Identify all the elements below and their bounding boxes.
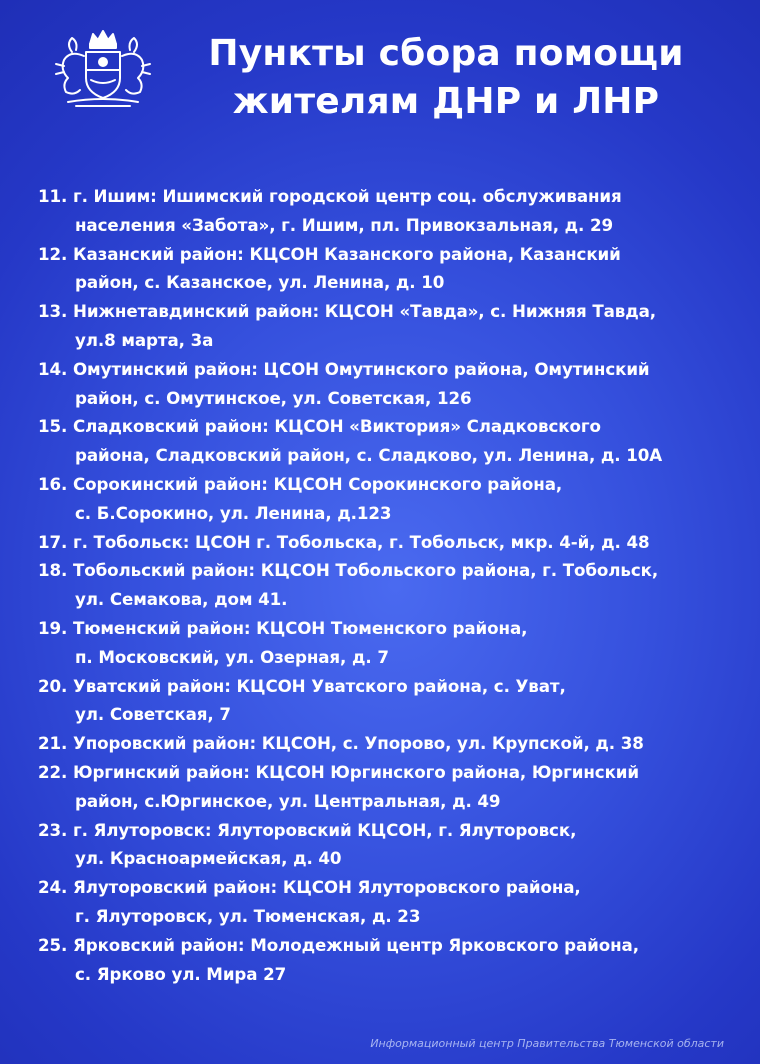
list-item xyxy=(38,528,738,557)
list-item xyxy=(38,412,738,470)
page-title-line-1: Пункты сбора помощи xyxy=(208,33,684,74)
list-item xyxy=(38,470,738,528)
list-item xyxy=(38,672,738,730)
page-title-line-2: жителям ДНР и ЛНР xyxy=(232,81,660,122)
list-item-line-2: с. Б.Сорокино, ул. Ленина, д.123 xyxy=(75,502,392,523)
list-item xyxy=(38,182,738,240)
list-item-line-1: 11. г. Ишим: Ишимский городской центр соц. обслуживания xyxy=(38,186,622,206)
list-item-line-2: района, Сладковский район, с. Сладково, ул. Ленина, д. 10А xyxy=(75,445,663,466)
list-item-line-2: ул.8 марта, 3а xyxy=(75,329,214,350)
collection-points-list xyxy=(38,182,738,988)
list-item-line-1: 16. Сорокинский район: КЦСОН Сорокинского района, xyxy=(38,473,563,494)
list-item-line-2: ул. Красноармейская, д. 40 xyxy=(75,848,342,869)
list-item-line-1: 14. Омутинский район: ЦСОН Омутинского района, Омутинский xyxy=(38,358,650,379)
list-item xyxy=(38,240,738,298)
list-item-line-1: 15. Сладковский район: КЦСОН «Виктория» Сладковского xyxy=(38,416,601,437)
list-item-line-2: населения «Забота», г. Ишим, пл. Привокзальная, д. 29 xyxy=(75,214,613,235)
list-item-line-1: 12. Казанский район: КЦСОН Казанского района, Казанский xyxy=(38,243,621,264)
list-item-line-1: 21. Упоровский район: КЦСОН, с. Упорово, ул. Крупской, д. 38 xyxy=(38,733,644,754)
list-item xyxy=(38,614,738,672)
list-item-line-2: ул. Семакова, дом 41. xyxy=(75,589,288,610)
list-item-line-2: п. Московский, ул. Озерная, д. 7 xyxy=(75,646,389,667)
list-item-line-2: район, с. Омутинское, ул. Советская, 126 xyxy=(75,387,472,408)
list-item-line-1: 24. Ялуторовский район: КЦСОН Ялуторовского района, xyxy=(38,877,581,898)
list-item-line-1: 13. Нижнетавдинский район: КЦСОН «Тавда», с. Нижняя Тавда, xyxy=(38,301,657,322)
list-item xyxy=(38,873,738,931)
list-item-line-2: г. Ялуторовск, ул. Тюменская, д. 23 xyxy=(75,905,421,926)
list-item xyxy=(38,758,738,816)
footer-credit: Информационный центр Правительства Тюменской области xyxy=(370,1037,724,1050)
list-item xyxy=(38,355,738,413)
list-item-line-1: 17. г. Тобольск: ЦСОН г. Тобольска, г. Тобольск, мкр. 4-й, д. 48 xyxy=(38,531,650,552)
tyumen-coat-of-arms-icon xyxy=(50,26,156,108)
list-item-line-2: с. Ярково ул. Мира 27 xyxy=(75,963,287,984)
list-item-line-2: район, с. Казанское, ул. Ленина, д. 10 xyxy=(75,272,445,293)
list-item xyxy=(38,931,738,989)
list-item-line-1: 22. Юргинский район: КЦСОН Юргинского района, Юргинский xyxy=(38,761,639,782)
list-item-line-1: 25. Ярковский район: Молодежный центр Ярковского района, xyxy=(38,934,639,955)
list-item xyxy=(38,816,738,874)
list-item-line-1: 18. Тобольский район: КЦСОН Тобольского района, г. Тобольск, xyxy=(38,560,659,581)
list-item xyxy=(38,729,738,758)
list-item-line-1: 19. Тюменский район: КЦСОН Тюменского района, xyxy=(38,617,528,638)
list-item-line-1: 20. Уватский район: КЦСОН Уватского района, с. Уват, xyxy=(38,675,566,696)
list-item-line-2: район, с.Юргинское, ул. Центральная, д. 49 xyxy=(75,790,501,811)
page-title xyxy=(186,30,706,126)
list-item xyxy=(38,297,738,355)
list-item-line-1: 23. г. Ялуторовск: Ялуторовский КЦСОН, г. Ялуторовск, xyxy=(38,819,577,840)
list-item xyxy=(38,556,738,614)
list-item-line-2: ул. Советская, 7 xyxy=(75,704,231,725)
